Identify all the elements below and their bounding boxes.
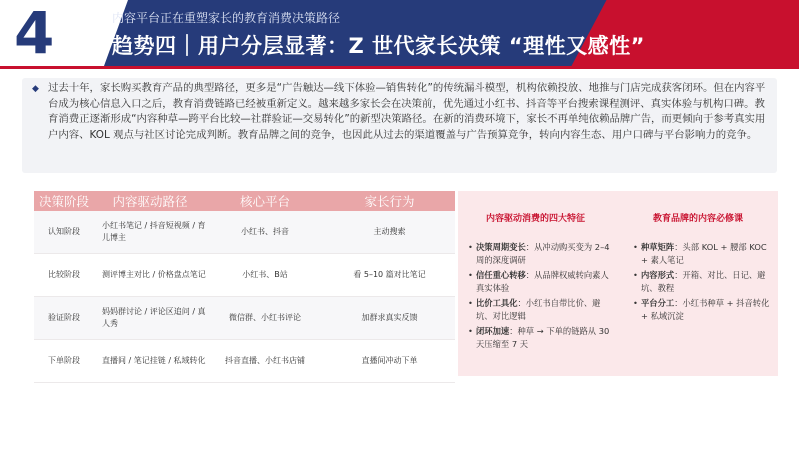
diamond-bullet-icon: ◆: [32, 84, 39, 94]
cell-stage: 验证阶段: [48, 313, 80, 322]
col-header-behavior: 家长行为: [364, 194, 415, 209]
col-header-stage: 决策阶段: [38, 194, 89, 209]
page-title: 趋势四｜用户分层显著：Z 世代家长决策 “理性又感性”: [112, 34, 645, 58]
table-row: [34, 297, 455, 340]
section-number-box: [0, 0, 94, 66]
list-item: • 平台分工：小红书种草 + 抖音转化 + 私域沉淀: [633, 297, 771, 323]
list-item: • 内容形式：开箱、对比、日记、避坑、教程: [633, 269, 771, 295]
cell-behavior: 直播间冲动下单: [361, 356, 418, 365]
table-header: [34, 191, 455, 211]
intro-paragraph: 过去十年，家长购买教育产品的典型路径，更多是“广告触达—线下体验—销售转化”的传统漏斗模型，机构依赖投放、地推与门店完成获客闭环。但在内容平台成为核心信息入口之后，教育消费链路已经被重新定义。越来越多家长会在决策前，优先通过小红书、抖音等平台搜索课程测评、真实体验与机构口碑。教育消费正逐渐形成“内容种草—跨平台比较—社群验证—交易转化”的新型决策路径。在新的消费环境下，家长不再单纯依赖品牌广告，而更倾向于参考真实用户内容、KOL 观点与社区讨论完成判断。教育品牌之间的竞争，也因此从过去的渠道覆盖与广告预算竞争，转向内容生态、用户口碑与平台影响力的竞争。: [48, 82, 766, 141]
features-title: 内容驱动消费的四大特征: [486, 214, 586, 224]
cell-platform: 抖音直播、小红书店铺: [225, 356, 305, 365]
list-item: • 比价工具化：小红书自带比价、避坑、对比逻辑: [468, 297, 616, 323]
list-item: • 种草矩阵：头部 KOL + 腰部 KOC + 素人笔记: [633, 241, 771, 267]
intro-box: [22, 78, 777, 173]
section-number: 4: [14, 0, 55, 66]
slide-header: [0, 0, 799, 66]
table-row: [34, 254, 455, 297]
brand-lessons-list: [633, 241, 771, 325]
list-item: • 闭环加速：种草 → 下单的链路从 30 天压缩至 7 天: [468, 325, 616, 351]
cell-platform: 小红书、抖音: [241, 227, 289, 236]
table-row: [34, 211, 455, 254]
cell-path: 小红书笔记 / 抖音短视频 / 育儿博主: [102, 221, 206, 242]
list-item: • 信任重心转移：从品牌权威转向素人真实体验: [468, 269, 616, 295]
insight-panel: [458, 191, 778, 376]
cell-stage: 下单阶段: [48, 356, 80, 365]
decision-table: [34, 191, 455, 383]
cell-path: 妈妈群讨论 / 评论区追问 / 真人秀: [102, 307, 206, 328]
cell-platform: 微信群、小红书评论: [229, 313, 301, 322]
cell-behavior: 加群求真实反馈: [361, 313, 418, 322]
col-header-path: 内容驱动路径: [112, 194, 188, 209]
header-subtitle: 内容平台正在重塑家长的教育消费决策路径: [112, 11, 341, 25]
cell-path: 测评博主对比 / 价格盘点笔记: [102, 270, 206, 279]
col-header-platform: 核心平台: [239, 194, 290, 209]
cell-behavior: 主动搜索: [373, 227, 406, 236]
cell-behavior: 看 5–10 篇对比笔记: [353, 270, 426, 279]
cell-path: 直播间 / 笔记挂链 / 私域转化: [102, 356, 206, 365]
cell-platform: 小红书、B站: [242, 270, 288, 279]
features-list: [468, 241, 616, 353]
cell-stage: 认知阶段: [48, 227, 80, 236]
cell-stage: 比较阶段: [48, 270, 80, 279]
brand-lessons-title: 教育品牌的内容必修课: [653, 214, 744, 224]
table-body: [34, 211, 455, 383]
header-divider: [0, 66, 799, 69]
table-row: [34, 340, 455, 383]
list-item: • 决策周期变长：从冲动购买变为 2–4 周的深度调研: [468, 241, 616, 267]
